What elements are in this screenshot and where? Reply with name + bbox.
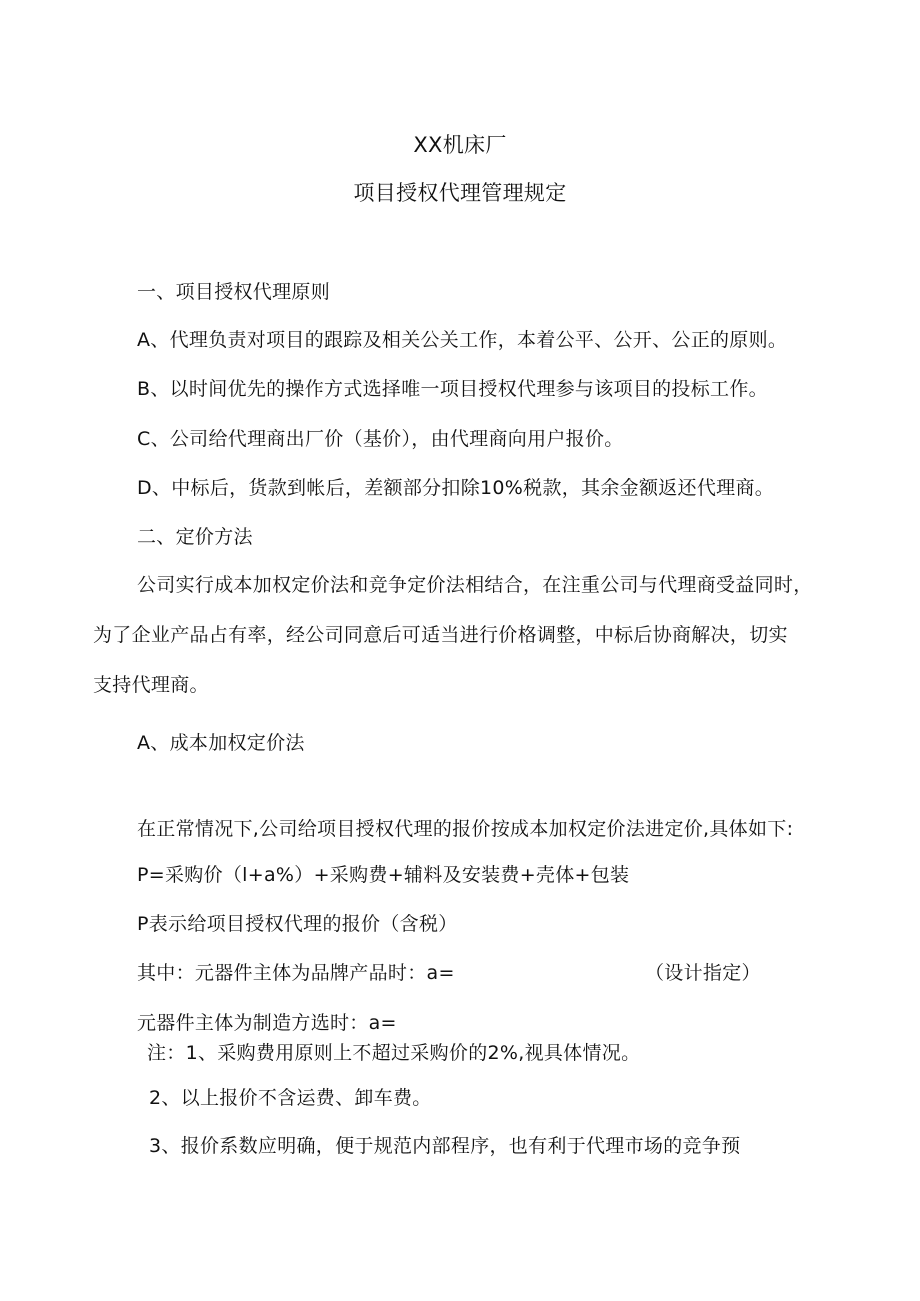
pricing-formula: P=采购价（l+a%）+采购费+辅料及安装费+壳体+包装 [137,864,630,886]
note-3: 3、报价系数应明确，便于规范内部程序，也有利于代理市场的竞争预 [149,1135,741,1157]
section1-item-d: D、中标后，货款到帐后，差额部分扣除10%税款，其余金额返还代理商。 [137,477,775,499]
section2-paragraph-line-1: 公司实行成本加权定价法和竞争定价法相结合，在注重公司与代理商受益同时， [137,574,813,596]
section2-paragraph-line-3: 支持代理商。 [93,674,209,696]
brand-product-line: 其中：元器件主体为品牌产品时：a= [137,962,455,984]
manufacture-line: 元器件主体为制造方选时：a= [137,1012,397,1034]
note-1: 注：1、采购费用原则上不超过采购价的2%,视具体情况。 [147,1042,641,1064]
section1-item-c: C、公司给代理商出厂价（基价），由代理商向用户报价。 [137,428,624,450]
section2-heading: 二、定价方法 [137,526,253,548]
section1-item-b: B、以时间优先的操作方式选择唯一项目授权代理参与该项目的投标工作。 [137,378,768,400]
document-title-company: XX机床厂 [413,133,507,157]
section1-item-a: A、代理负责对项目的跟踪及相关公关工作，本着公平、公开、公正的原则。 [137,329,788,351]
section2-paragraph-line-2: 为了企业产品占有率，经公司同意后可适当进行价格调整，中标后协商解决，切实 [93,624,788,646]
brand-product-note: （设计指定） [645,962,761,984]
section1-heading: 一、项目授权代理原则 [137,281,331,303]
p-description: P表示给项目授权代理的报价（含税） [137,913,458,935]
note-2: 2、以上报价不含运费、卸车费。 [149,1087,432,1109]
sectionA-intro: 在正常情况下,公司给项目授权代理的报价按成本加权定价法进定价,具体如下: [137,818,794,840]
document-title: 项目授权代理管理规定 [353,181,567,205]
sectionA-heading: A、成本加权定价法 [137,732,305,754]
